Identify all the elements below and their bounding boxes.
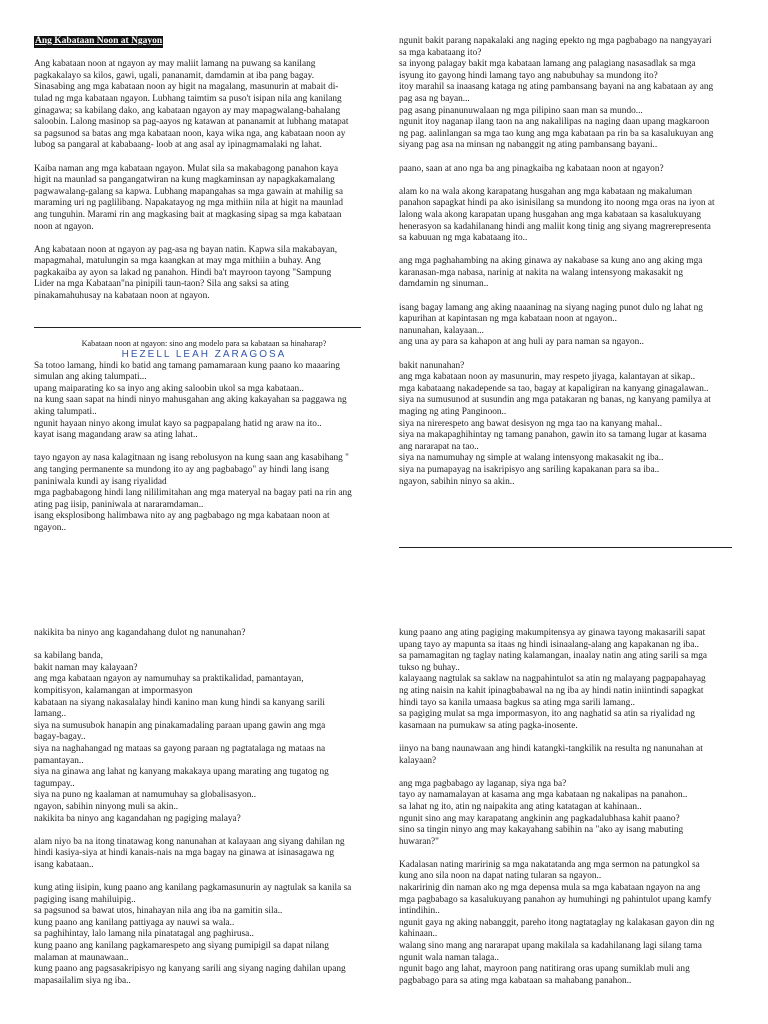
top-left-rule (34, 327, 361, 328)
text-line: bakit naman may kalayaan? (34, 662, 138, 673)
text-line: Kadalasan nating maririnig sa mga nakatatanda ang mga sermon na patungkol sa (399, 859, 700, 870)
text-line: sa pagsunod sa batas ang mga kabataan noon, kaya wika nga, ang kabataan noon ay (34, 128, 346, 139)
text-line: ngayon, sabihin ninyo sa akin.. (399, 476, 515, 487)
text-line: isang bagay lamang ang aking naaaninag na siyang naging punot dulo ng lahat ng (399, 302, 703, 313)
speech-subtitle: Kabataan noon at ngayon: sino ang modelo para sa kabataan sa hinaharap? (81, 339, 327, 348)
tl-para5 (34, 453, 374, 534)
text-line: upang maiparating ko sa inyo ang aking saloobin ukol sa mga kabataan.. (34, 383, 304, 394)
br-para2 (399, 744, 744, 767)
text-line: Kaiba naman ang mga kabataan ngayon. Mulat sila sa makabagong panahon kaya (34, 163, 339, 174)
text-line: kayat isang magandang araw sa ating lahat.. (34, 430, 198, 441)
text-line: lamang.. (34, 709, 67, 720)
text-line: nanunahan, kalayaan... (399, 325, 484, 336)
tr-para1 (399, 36, 744, 152)
text-line: tulad ng mga kabataan ngayon. Lubhang taimtim sa puso't isipan nila ang kanilang (34, 93, 342, 104)
text-line: mga pagbabagong hindi lang nililimitahan ang mga materyal na bagay pati na rin ang (34, 488, 352, 499)
text-line: noon at ngayon. (34, 221, 94, 232)
text-line: paano, saan at ano nga ba ang pinagkaiba ng kabataan noon at ngayon? (399, 163, 664, 174)
text-line: ang tanging permanente sa mundong ito ay ang pagbabago" ay hindi lang isang (34, 464, 330, 475)
text-line: sa pagiging mulat sa mga impormasyon, ito ang naghatid sa atin sa riyalidad ng (399, 709, 695, 720)
tr-para5 (399, 303, 744, 349)
text-line: ng ating naisin na kahit ipinagbabawal na ng iba ay hindi natin iniintindi sapagkat (399, 685, 704, 696)
text-line: ginagawa; sa kabilang dako, ang kabataan ngayon ay may mapagwalang-bahalang (34, 105, 341, 116)
text-line: ngayon, sabihin ninyong muli sa akin.. (34, 801, 179, 812)
text-line: ang mga kabataan ngayon ay namumuhay sa praktikalidad, pamantayan, (34, 674, 304, 685)
text-line: sa kabuuan ng mga kabataang ito.. (399, 233, 528, 244)
text-line: pagwawalang-galang sa kapwa. Lubhang mapangahas sa mga gawain at mahilig sa (34, 186, 344, 197)
text-line: malaman at maunawaan.. (34, 952, 129, 963)
text-line: ngunit hayaan ninyo akong imulat kayo sa pagpapalang hatid ng araw na ito.. (34, 418, 322, 429)
text-line: kung paano ang kanilang pagkamarespeto ang siyang pumipigil sa dapat nilang (34, 941, 329, 952)
text-line: kung ano sila noon na dapat nating tularan sa ngayon.. (399, 871, 602, 882)
text-line: sa paghihintay, lalo lamang nila pinatatagal ang paghirusa.. (34, 929, 254, 940)
text-line: lubog sa pangaral at kababaang- loob at ang asal ay ipinagmamalaki ng lahat. (34, 140, 322, 151)
text-line: Ang kabataan noon at ngayon ay pag-asa ng bayan natin. Kapwa sila makabayan, (34, 244, 338, 255)
tl-para4 (34, 361, 374, 442)
text-line: nakikita ba ninyo ang kagandahang dulot ng nanunahan? (34, 628, 246, 638)
text-line: na kung saan sapat na hindi ninyo mahusgahan ang aking kakayahan sa paggawa ng (34, 395, 347, 406)
text-line: siya na pumapayag na isakripisyo ang sariling kapakanan para sa iba.. (399, 464, 660, 475)
text-line: siya na ginawa ang lahat ng kanyang makakaya upang marating ang tugatog ng (34, 767, 329, 778)
text-line: ang mga kabataan noon ay masunurin, may respeto jiyaga, kalantayan at sikap.. (399, 372, 696, 383)
br-para1 (399, 628, 744, 732)
bl-para2 (34, 651, 374, 825)
text-line: karanasan-mga nabasa, narinig at nakita na walang intensyong makasakit ng (399, 267, 683, 278)
top-left-column (34, 36, 374, 303)
br-para3 (399, 779, 744, 849)
bl-para1 (34, 628, 374, 640)
text-line: tayo ay namamalayan at kasama ang mga kabataan ng nakalipas na panahon.. (399, 790, 688, 801)
text-line: siya na naghahangad ng mataas sa gayong paraan ng pagtatalaga ng mataas na (34, 743, 326, 754)
text-line: ngayon.. (34, 522, 67, 533)
text-line: mapasailalim siya ng iba.. (34, 975, 131, 986)
text-line: ngunit itoy naganap ilang taon na ang nakalilipas na naging daan upang magkaroon (399, 117, 710, 128)
text-line: Lider na mga Kabataan"na pinipili taun-taon? Sila ang saksi sa ating (34, 279, 289, 290)
text-line: ngunit bakit parang napakalaki ang naging epekto ng mga pagbabago na nangyayari (399, 36, 712, 46)
text-line: henerasyon sa kadahilanang hindi ang maliit kong tinig ang siyang magrerepresenta (399, 221, 711, 232)
text-line: ang una ay para sa kahapon at ang huli ay para naman sa ngayon.. (399, 337, 644, 348)
text-line: siya na nirerespeto ang bawat desisyon ng mga tao na kanyang mahal.. (399, 418, 663, 429)
top-right-column (399, 36, 744, 488)
text-line: pagkakalayo sa kilos, gawi, ugali, pananamit, damdamin at iba pang bagay. (34, 70, 315, 81)
text-line: upang tayo ay mapunta sa itaas ng hindi isinaalang-alang ang kapakanan ng iba.. (399, 639, 699, 650)
text-line: ng pag. aalinlangan sa mga tao kung ang mga kabataan pa rin ba sa kasalukuyan ang (399, 128, 714, 139)
text-line: tayo ngayon ay nasa kalagitnaan ng isang rebolusyon na kung saan ang kasabihang " (34, 453, 349, 464)
top-right-rule (399, 547, 732, 548)
bottom-right-column (399, 628, 744, 987)
text-line: alam ko na wala akong karapatang husgahan ang mga kabataan ng makaluman (399, 186, 692, 197)
text-line: siya na makapaghihintay ng tamang panahon, gawin ito sa tamang lugar at kasama (399, 430, 707, 441)
text-line: isang eksplosibong halimbawa nito ay ang pagbabago ng mga kabataan noon at (34, 511, 330, 522)
text-line: isang kabataan.. (34, 859, 94, 870)
text-line: pagiging isang mahiluipig.. (34, 894, 136, 905)
text-line: siyang pag asa na minsan ng nabanggit ng ating pambansang bayani.. (399, 140, 658, 151)
text-line: pagbabago para sa ating mga kabataan sa mahabang panahon.. (399, 975, 632, 986)
text-line: ang mga paghahambing na aking ginawa ay nakabase sa kung ano ang aking mga (399, 256, 703, 267)
text-line: maraming uri ng paglilibang. Napakatayog ng mga mithiin nila at higit na maunlad (34, 198, 344, 209)
text-line: siya na sumusunod at susundin ang mga patakaran ng banas, ng kanyang pamilya at (399, 395, 711, 406)
bl-para4 (34, 883, 374, 987)
text-line: siya na sumusubok hanapin ang pinakamadaling paraan upang gawin ang mga (34, 720, 326, 731)
text-line: ang nararapat na tao.. (399, 441, 479, 452)
text-line: kalayaang nagtulak sa saklaw na nagpahintulot sa atin ng malayang pagpapahayag (399, 674, 706, 685)
text-line: hindi tayo sa kanila umaasa bagkus sa ating mga sarili lamang.. (399, 697, 635, 708)
text-line: damdamin ng sinuman.. (399, 279, 489, 290)
text-line: sa pagsunod sa bawat utos, hinahayan nila ang iba na gamitin sila.. (34, 906, 283, 917)
author-name: HEZELL LEAH ZARAGOSA (121, 349, 287, 360)
text-line: paniniwala kundi ay isang riyalidad (34, 476, 167, 487)
text-line: kalayaan? (399, 755, 437, 766)
text-line: ating pag iisip, paniniwala at nararamdaman.. (34, 499, 204, 510)
text-line: siya na namumuhay ng simple at walang intensyong makasakit ng iba.. (399, 453, 664, 464)
essay-title: Ang Kabataan Noon at Ngayon (35, 36, 163, 46)
text-line: ngunit sino ang may karapatang angkinin ang pagkadalubhasa kahit paano? (399, 813, 680, 824)
text-line: mapagmahal, matulungin sa mga kaangkan at may mga mithiin a buhay. Ang (34, 256, 321, 267)
top-left-column-2 (34, 338, 374, 535)
text-line: kapurihan at kapintasan ng mga kabataan noon at ngayon.. (399, 314, 617, 325)
text-line: mga pagbabago sa kasalukuyang panahon ay humuhingi ng pahintulot upang kamfy (399, 894, 712, 905)
tr-para6 (399, 361, 744, 489)
text-line: sa kabilang banda, (34, 651, 103, 662)
text-line: bakit nanunahan? (399, 360, 465, 371)
text-line: simulan ang aking talumpati... (34, 372, 147, 383)
text-line: tagumpay.. (34, 778, 75, 789)
text-line: itoy marahil sa inaasang kataga ng ating pambansang bayani na ang kabataan ay ang (399, 82, 714, 93)
text-line: ngunit wala naman talaga.. (399, 952, 499, 963)
tr-para4 (399, 256, 744, 291)
text-line: pamantayan.. (34, 755, 84, 766)
text-line: siya na puno ng kaalaman at namumuhay sa globalisasyon.. (34, 790, 257, 801)
text-line: panahon sapagkat hindi pa ako isinisilang sa mundong ito noong mga oras na iyon at (399, 198, 715, 209)
tl-para3 (34, 245, 374, 303)
text-line: sa pamamagitan ng taglay nating kalamangan, inaalay natin ang ating sarili sa mga (399, 651, 707, 662)
text-line: sa mga kabataang ito? (399, 47, 482, 58)
text-line: higit na maunlad sa pangangatwiran na kung magkaminsan ay napagkakamalang (34, 175, 335, 186)
text-line: huwaran?" (399, 836, 439, 847)
text-line: lalong wala akong karapatan upang husgahan ang mga kabataan sa kasalukuyang (399, 209, 702, 220)
tr-para3 (399, 187, 744, 245)
text-line: pag asang pinanunuwalaan ng mga pilipino saan man sa mundo... (399, 105, 643, 116)
text-line: tukso ng buhay.. (399, 662, 460, 673)
text-line: sino sa tingin ninyo ang may kakayahang sabihin na "ako ay isang mabuting (399, 825, 684, 836)
text-line: hindi kasiya-siya at hindi kanais-nais na mga bagay na ginawa at isinasagawa ng (34, 848, 334, 859)
text-line: mga kabataang nakadepende sa tao, bagay at kapaligiran na kanyang ginagalawan.. (399, 383, 709, 394)
text-line: iinyo na bang naunawaan ang hindi katangki-tangkilik na resulta ng nanunahan at (399, 743, 703, 754)
text-line: kompitisyon, kalamangan at impormasyon (34, 685, 193, 696)
text-line: kung paano ang pagsasakripisyo ng kanyang sarili ang siyang naging dahilan upang (34, 964, 346, 975)
text-line: kabataan na siyang nakasalalay hindi kanino man kung hindi sa kanyang sarili (34, 697, 325, 708)
bottom-left-column (34, 628, 374, 987)
text-line: kahinaan.. (399, 929, 438, 940)
text-line: pinakamahuhusay na kabataan noon at ngayon. (34, 291, 210, 302)
text-line: ang tunguhin. Marami rin ang magkasing bait at magkasing sipag sa mga kabataan (34, 209, 342, 220)
text-line: kung ating iisipin, kung paano ang kanilang pagkamasunurin ay nagtulak sa kanila sa (34, 883, 352, 894)
bl-para3 (34, 837, 374, 872)
text-line: Ang kabataan noon at ngayon ay may maliit lamang na puwang sa kanilang (34, 59, 316, 70)
tr-para2 (399, 164, 744, 176)
text-line: maging ng ating Panginoon.. (399, 407, 507, 417)
text-line: kung paano ang ating pagiging makumpitensya ay ginawa tayong makasarili sapat (399, 628, 706, 638)
text-line: saloobin. Lalong masinop sa pag-aayos ng katawan at pananamit at lubhang matapat (34, 117, 349, 128)
text-line: aking talumpati.. (34, 406, 97, 417)
text-line: kasamaan na pumukaw sa ating pagka-inosente. (399, 720, 578, 731)
tl-para1 (34, 59, 374, 152)
text-line: alam niyo ba na itong tinatawag kong nanunahan at kalayaan ang siyang dahilan ng (34, 836, 345, 847)
text-line: bagay-bagay.. (34, 732, 86, 743)
text-line: kung paano ang kanilang pattiyaga ay nauwi sa wala.. (34, 917, 235, 928)
text-line: sa inyong palagay bakit mga kabataan lamang ang palagiang nasasadlak sa mga (399, 59, 696, 70)
text-line: Sinasabing ang mga kabataan noon ay higit na magalang, masunurin at mabait di- (34, 82, 339, 93)
br-para4 (399, 860, 744, 988)
text-line: Sa totoo lamang, hindi ko batid ang tamang pamamaraan kung paano ko maaaring (34, 360, 340, 371)
text-line: nakikita ba ninyo ang kagandahan ng pagiging malaya? (34, 813, 241, 824)
text-line: pagkakaiba ay ayon sa lakad ng panahon. Hindi ba't mayroon tayong "Sampung (34, 267, 332, 278)
text-line: ngunit gaya ng aking nabanggit, pareho itong nagtataglay ng kalakasan gayon din ng (399, 917, 715, 928)
text-line: intindihin.. (399, 906, 440, 917)
text-line: ngunit bago ang lahat, mayroon pang natitirang oras upang sumiklab muli ang (399, 964, 690, 975)
text-line: pag asa ng bayan... (399, 93, 470, 104)
text-line: ang mga pagbabago ay laganap, siya nga ba? (399, 778, 567, 789)
text-line: walang sino mang ang nararapat upang makilala sa kadahilanang lagi silang tama (399, 941, 702, 952)
text-line: nakaririnig din naman ako ng mga depensa mula sa mga kabataan ngayon na ang (399, 883, 701, 894)
tl-para2 (34, 164, 374, 234)
text-line: isyung ito gayong hindi lamang tayo ang nabubuhay sa mundong ito? (399, 70, 658, 81)
text-line: sa lahat ng ito, atin ng naipakita ang ating katatagan at kahinaan.. (399, 801, 642, 812)
